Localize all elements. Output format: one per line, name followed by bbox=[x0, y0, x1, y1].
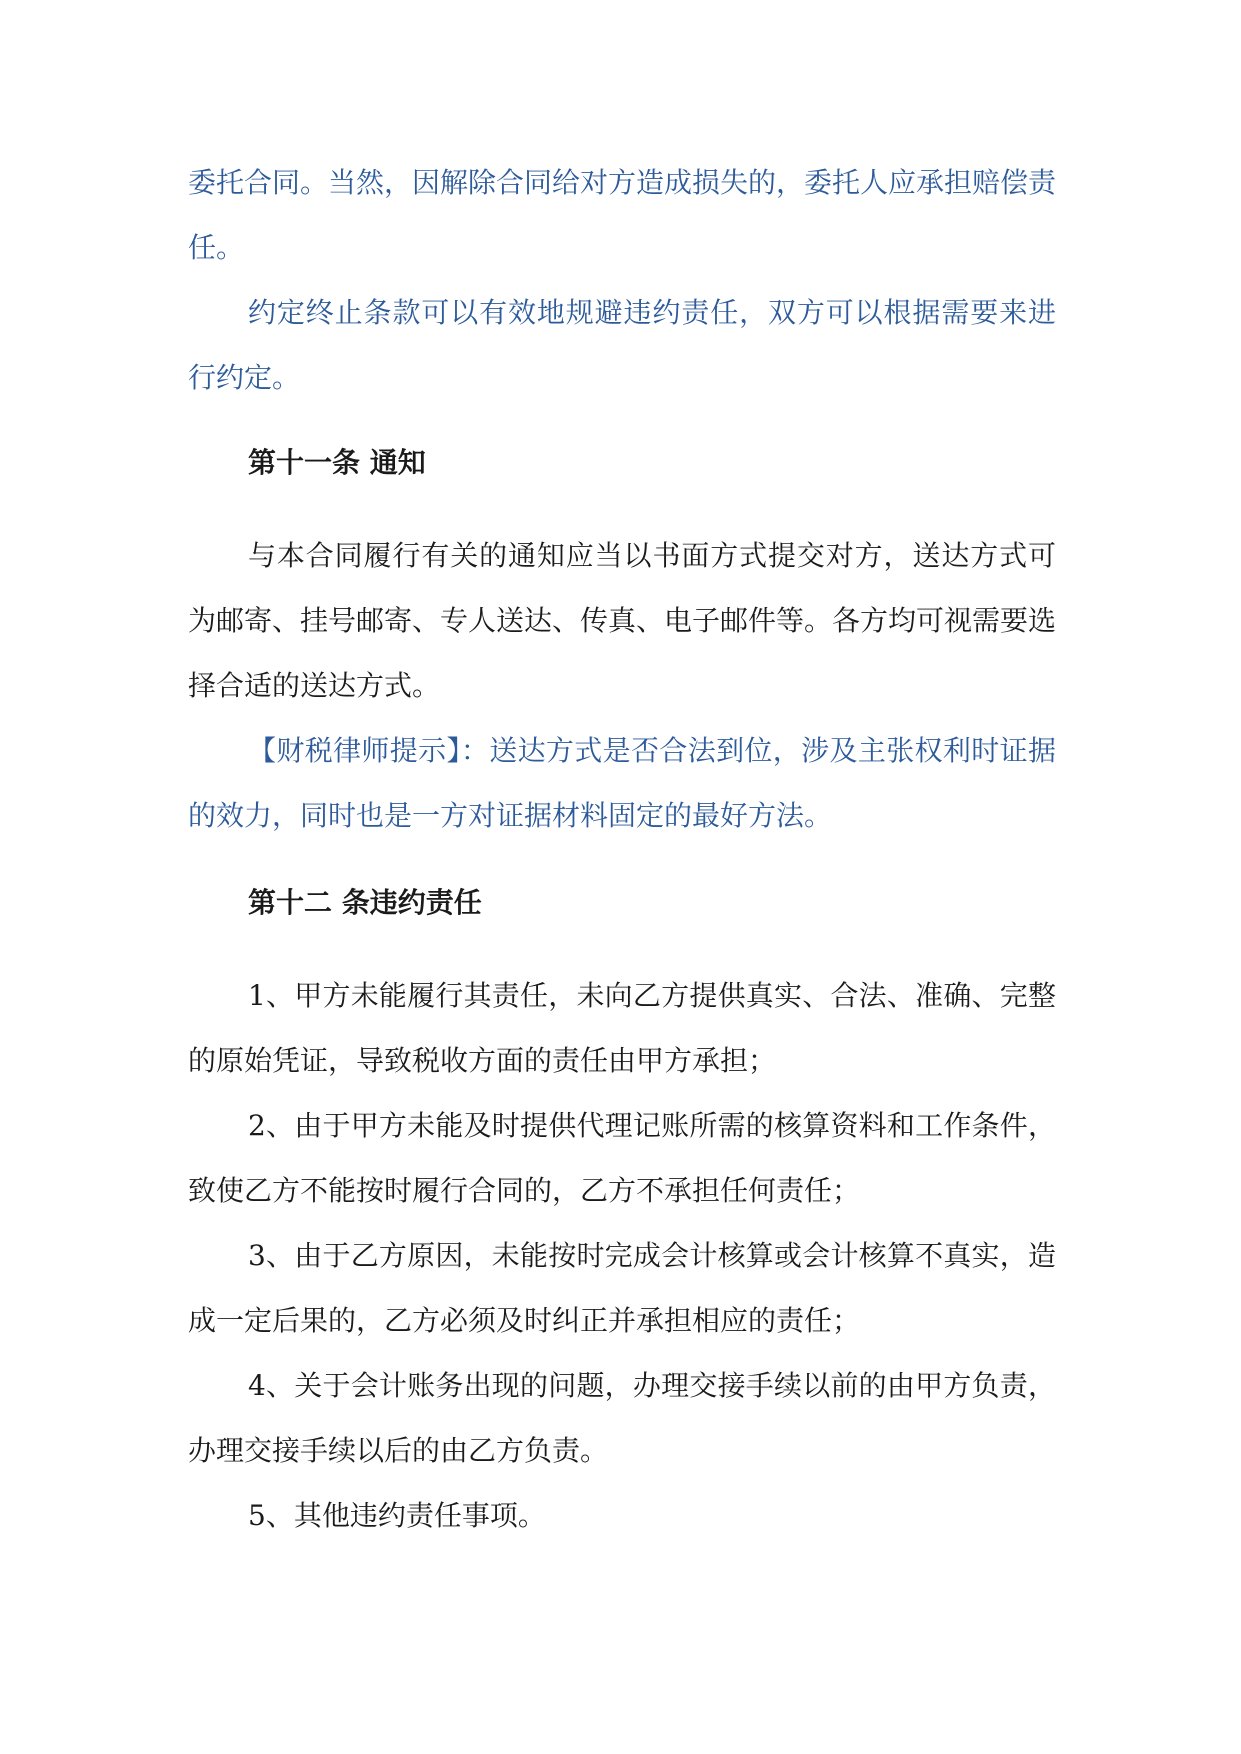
paragraph-termination-continuation: 委托合同。当然，因解除合同给对方造成损失的，委托人应承担赔偿责任。 bbox=[188, 166, 1057, 264]
section-12-title: 第十二 条违约责任 bbox=[248, 886, 482, 919]
document-page bbox=[188, 150, 1056, 1548]
paragraph-termination-note: 约定终止条款可以有效地规避违约责任，双方可以根据需要来进行约定。 bbox=[188, 296, 1056, 394]
section-12-item-2: 2、由于甲方未能及时提供代理记账所需的核算资料和工作条件，致使乙方不能按时履行合同的，乙方不承担任何责任； bbox=[188, 1109, 1056, 1207]
section-12-item-3: 3、由于乙方原因，未能按时完成会计核算或会计核算不真实，造成一定后果的，乙方必须及时纠正并承担相应的责任； bbox=[188, 1239, 1056, 1337]
section-11-body: 与本合同履行有关的通知应当以书面方式提交对方，送达方式可为邮寄、挂号邮寄、专人送达、传真、电子邮件等。各方均可视需要选择合适的送达方式。 bbox=[188, 539, 1057, 702]
section-12-item-5: 5、其他违约责任事项。 bbox=[248, 1499, 546, 1532]
section-11-tip: 【财税律师提示】：送达方式是否合法到位，涉及主张权利时证据的效力，同时也是一方对证据材料固定的最好方法。 bbox=[188, 734, 1056, 832]
section-11-title: 第十一条 通知 bbox=[248, 446, 426, 479]
section-12-item-1: 1、甲方未能履行其责任，未向乙方提供真实、合法、准确、完整的原始凭证，导致税收方面的责任由甲方承担； bbox=[188, 979, 1056, 1077]
section-12-item-4: 4、关于会计账务出现的问题，办理交接手续以前的由甲方负责，办理交接手续以后的由乙方负责。 bbox=[188, 1369, 1056, 1467]
